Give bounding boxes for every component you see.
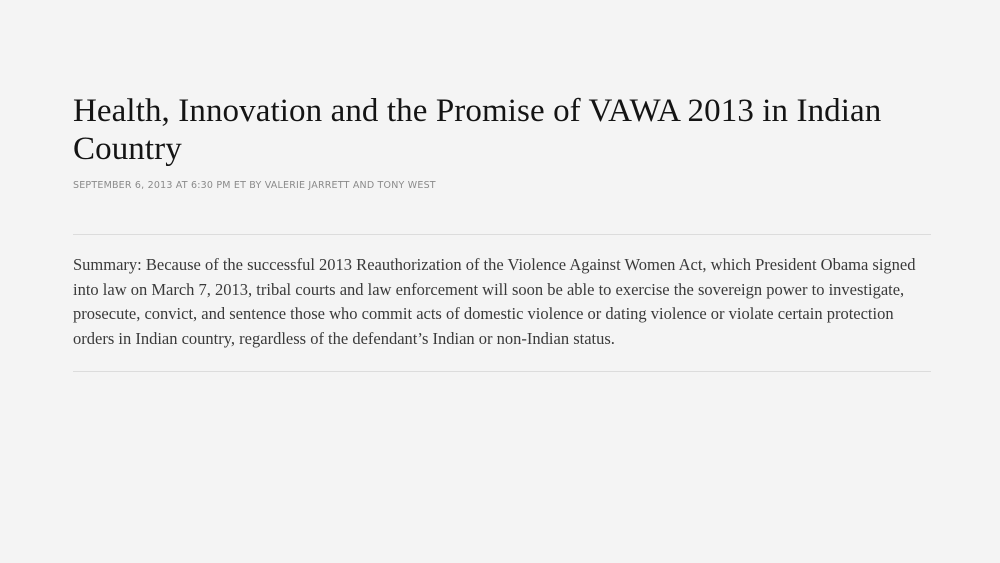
article: [73, 92, 933, 372]
divider-top: [73, 234, 931, 235]
article-title: Health, Innovation and the Promise of VAWA 2013 in Indian Country: [73, 93, 882, 167]
article-byline: SEPTEMBER 6, 2013 AT 6:30 PM ET BY VALERIE JARRETT AND TONY WEST: [73, 180, 436, 191]
divider-bottom: [73, 371, 931, 372]
article-summary: Summary: Because of the successful 2013 Reauthorization of the Violence Against Women Act, which President Obama signed into law on March 7, 2013, tribal courts and law enforcement will soon be able to exercise the sovereign power to investigate, prosecute, convict, and sentence those who commit acts of domestic violence or dating violence or violate certain protection orders in Indian country, regardless of the defendant’s Indian or non-Indian status.: [73, 255, 916, 348]
